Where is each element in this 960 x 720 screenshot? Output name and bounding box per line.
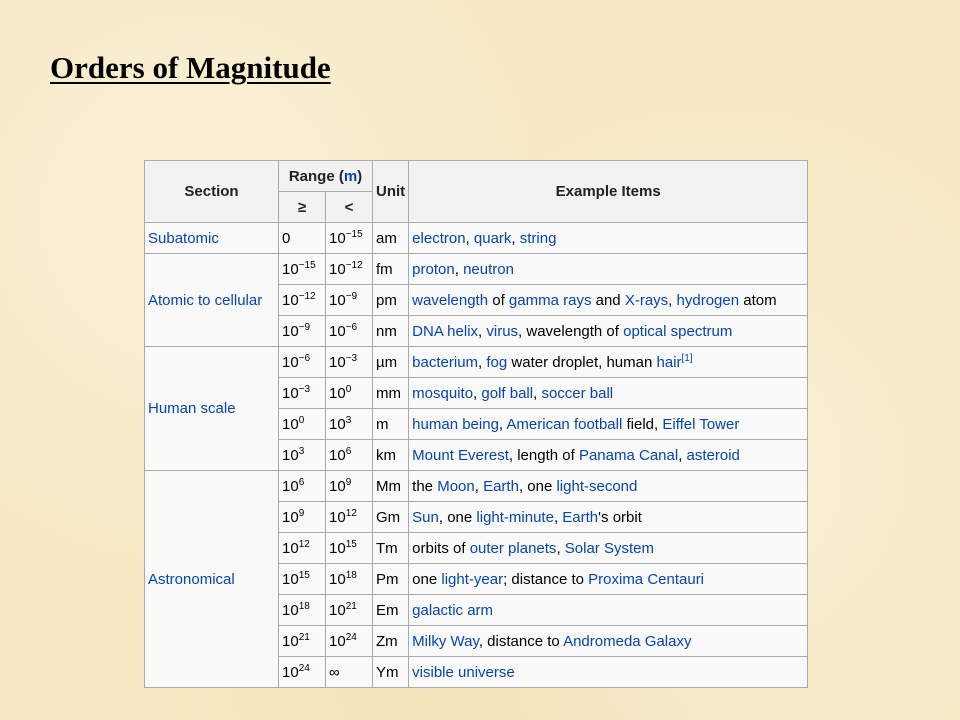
example-text: ,	[533, 384, 542, 402]
example-link[interactable]: Solar System	[564, 539, 654, 557]
unit-cell: Tm	[373, 533, 409, 564]
unit-cell: Ym	[373, 657, 409, 688]
example-link[interactable]: Mount Everest	[412, 446, 509, 464]
range-lt-cell: $10^{-15}$	[326, 223, 373, 254]
example-text: ,	[553, 508, 563, 526]
example-text: ,	[556, 539, 565, 557]
example-link[interactable]: galactic arm	[412, 601, 494, 619]
example-link[interactable]: Milky Way	[412, 632, 479, 650]
range-ge-cell: $10^9$	[279, 502, 326, 533]
range-lt-cell: $10^{18}$	[326, 564, 373, 595]
section-cell[interactable]: Astronomical	[145, 471, 279, 688]
example-link[interactable]: optical spectrum	[623, 322, 733, 340]
range-ge-cell: $10^{12}$	[279, 533, 326, 564]
example-link[interactable]: virus	[486, 322, 519, 340]
example-link[interactable]: Eiffel Tower	[662, 415, 740, 433]
example-link[interactable]: X-rays	[624, 291, 669, 309]
orders-of-magnitude-table	[144, 160, 808, 688]
example-link[interactable]: golf ball	[481, 384, 534, 402]
example-cell	[409, 347, 808, 378]
unit-cell: nm	[373, 316, 409, 347]
example-link[interactable]: bacterium	[412, 353, 479, 371]
range-lt-cell: $10^{-3}$	[326, 347, 373, 378]
unit-cell: pm	[373, 285, 409, 316]
example-text: ; distance to	[503, 570, 589, 588]
unit-cell: am	[373, 223, 409, 254]
example-link[interactable]: light-minute	[476, 508, 554, 526]
example-link[interactable]: soccer ball	[541, 384, 614, 402]
example-text: of	[488, 291, 509, 309]
range-lt-cell: $10^3$	[326, 409, 373, 440]
table-row	[145, 347, 808, 378]
unit-cell: m	[373, 409, 409, 440]
example-text: , one	[438, 508, 477, 526]
range-lt-cell: $10^{-6}$	[326, 316, 373, 347]
range-lt-cell: $10^{-12}$	[326, 254, 373, 285]
header-range: Range (m)	[279, 161, 373, 192]
example-cell	[409, 316, 808, 347]
range-ge-cell: $10^{-6}$	[279, 347, 326, 378]
header-unit: Unit	[373, 161, 409, 223]
range-ge-cell: $10^{-9}$	[279, 316, 326, 347]
example-text: ,	[668, 291, 677, 309]
example-cell	[409, 223, 808, 254]
example-link[interactable]: proton	[412, 260, 455, 278]
example-text: , wavelength of	[518, 322, 624, 340]
example-text: ,	[474, 477, 484, 495]
example-link[interactable]: string	[519, 229, 557, 247]
unit-cell: Em	[373, 595, 409, 626]
example-cell	[409, 285, 808, 316]
range-lt-cell: $10^{15}$	[326, 533, 373, 564]
range-lt-cell: $10^6$	[326, 440, 373, 471]
header-lt: <	[326, 192, 373, 223]
unit-cell: Zm	[373, 626, 409, 657]
example-cell	[409, 533, 808, 564]
example-text: ,	[478, 322, 487, 340]
example-link[interactable]: neutron	[463, 260, 514, 278]
example-text: one	[412, 570, 442, 588]
example-cell	[409, 564, 808, 595]
example-link[interactable]: Sun	[412, 508, 439, 526]
section-cell[interactable]: Human scale	[145, 347, 279, 471]
example-cell	[409, 502, 808, 533]
example-link[interactable]: visible universe	[412, 663, 515, 681]
range-ge-cell: 0	[279, 223, 326, 254]
range-ge-cell: $10^{21}$	[279, 626, 326, 657]
header-examples: Example Items	[409, 161, 808, 223]
example-text: , distance to	[478, 632, 564, 650]
example-link[interactable]: mosquito	[412, 384, 474, 402]
unit-cell: Gm	[373, 502, 409, 533]
range-lt-cell: $10^9$	[326, 471, 373, 502]
example-text: and	[591, 291, 625, 309]
range-ge-cell: $10^{-15}$	[279, 254, 326, 285]
example-link[interactable]: Earth	[562, 508, 599, 526]
example-text: ,	[454, 260, 464, 278]
unit-cell: fm	[373, 254, 409, 285]
example-text: , length of	[508, 446, 579, 464]
range-lt-cell: $10^{21}$	[326, 595, 373, 626]
example-text: , one	[518, 477, 557, 495]
example-link[interactable]: fog	[486, 353, 508, 371]
unit-cell: Mm	[373, 471, 409, 502]
example-link[interactable]: Proxima Centauri	[588, 570, 705, 588]
example-text: field,	[622, 415, 663, 433]
example-text: water droplet, human	[507, 353, 657, 371]
range-ge-cell: $10^{24}$	[279, 657, 326, 688]
example-link[interactable]: American football	[506, 415, 623, 433]
example-cell	[409, 595, 808, 626]
example-cell	[409, 409, 808, 440]
example-link[interactable]: Panama Canal	[578, 446, 679, 464]
example-link[interactable]: gamma rays	[508, 291, 592, 309]
header-section: Section	[145, 161, 279, 223]
example-text: ,	[678, 446, 687, 464]
table-row	[145, 223, 808, 254]
section-cell[interactable]: Subatomic	[145, 223, 279, 254]
example-link[interactable]: quark	[473, 229, 512, 247]
example-link[interactable]: asteroid	[686, 446, 740, 464]
unit-cell: µm	[373, 347, 409, 378]
example-link[interactable]: Earth	[483, 477, 519, 495]
example-link[interactable]: Andromeda Galaxy	[563, 632, 692, 650]
example-text: ,	[465, 229, 474, 247]
example-text: ,	[498, 415, 507, 433]
unit-cell: km	[373, 440, 409, 471]
range-ge-cell: $10^0$	[279, 409, 326, 440]
example-text: ,	[478, 353, 487, 371]
example-link[interactable]: light-year	[441, 570, 504, 588]
example-link[interactable]: human being	[412, 415, 499, 433]
table-row	[145, 471, 808, 502]
example-cell	[409, 626, 808, 657]
range-lt-cell: ∞	[326, 657, 373, 688]
range-ge-cell: $10^6$	[279, 471, 326, 502]
table-row	[145, 254, 808, 285]
range-lt-cell: $10^{12}$	[326, 502, 373, 533]
example-cell	[409, 378, 808, 409]
example-link[interactable]: outer planets	[469, 539, 557, 557]
header-ge: ≥	[279, 192, 326, 223]
example-link[interactable]: DNA helix	[412, 322, 479, 340]
example-link[interactable]: hair	[656, 353, 682, 371]
section-cell[interactable]: Atomic to cellular	[145, 254, 279, 347]
example-link[interactable]: hydrogen	[676, 291, 740, 309]
example-cell	[409, 471, 808, 502]
range-lt-cell: $10^{24}$	[326, 626, 373, 657]
example-text: atom	[739, 291, 777, 309]
citation-link[interactable]: [1]	[681, 352, 693, 364]
range-lt-cell: $10^0$	[326, 378, 373, 409]
range-ge-cell: $10^{18}$	[279, 595, 326, 626]
range-ge-cell: $10^{15}$	[279, 564, 326, 595]
unit-cell: mm	[373, 378, 409, 409]
example-link[interactable]: electron	[412, 229, 466, 247]
unit-cell: Pm	[373, 564, 409, 595]
example-link[interactable]: light-second	[556, 477, 638, 495]
example-cell	[409, 657, 808, 688]
example-cell	[409, 440, 808, 471]
range-ge-cell: $10^3$	[279, 440, 326, 471]
range-ge-cell: $10^{-12}$	[279, 285, 326, 316]
example-text: ,	[473, 384, 482, 402]
range-ge-cell: $10^{-3}$	[279, 378, 326, 409]
range-unit-link[interactable]: m	[343, 167, 358, 185]
example-text: orbits of	[412, 539, 470, 557]
slide-title: Orders of Magnitude	[50, 50, 331, 85]
example-text: ,	[511, 229, 520, 247]
example-link[interactable]: wavelength	[412, 291, 489, 309]
example-text: the	[412, 477, 438, 495]
range-lt-cell: $10^{-9}$	[326, 285, 373, 316]
example-text: 's orbit	[598, 508, 642, 526]
example-link[interactable]: Moon	[437, 477, 475, 495]
example-cell	[409, 254, 808, 285]
